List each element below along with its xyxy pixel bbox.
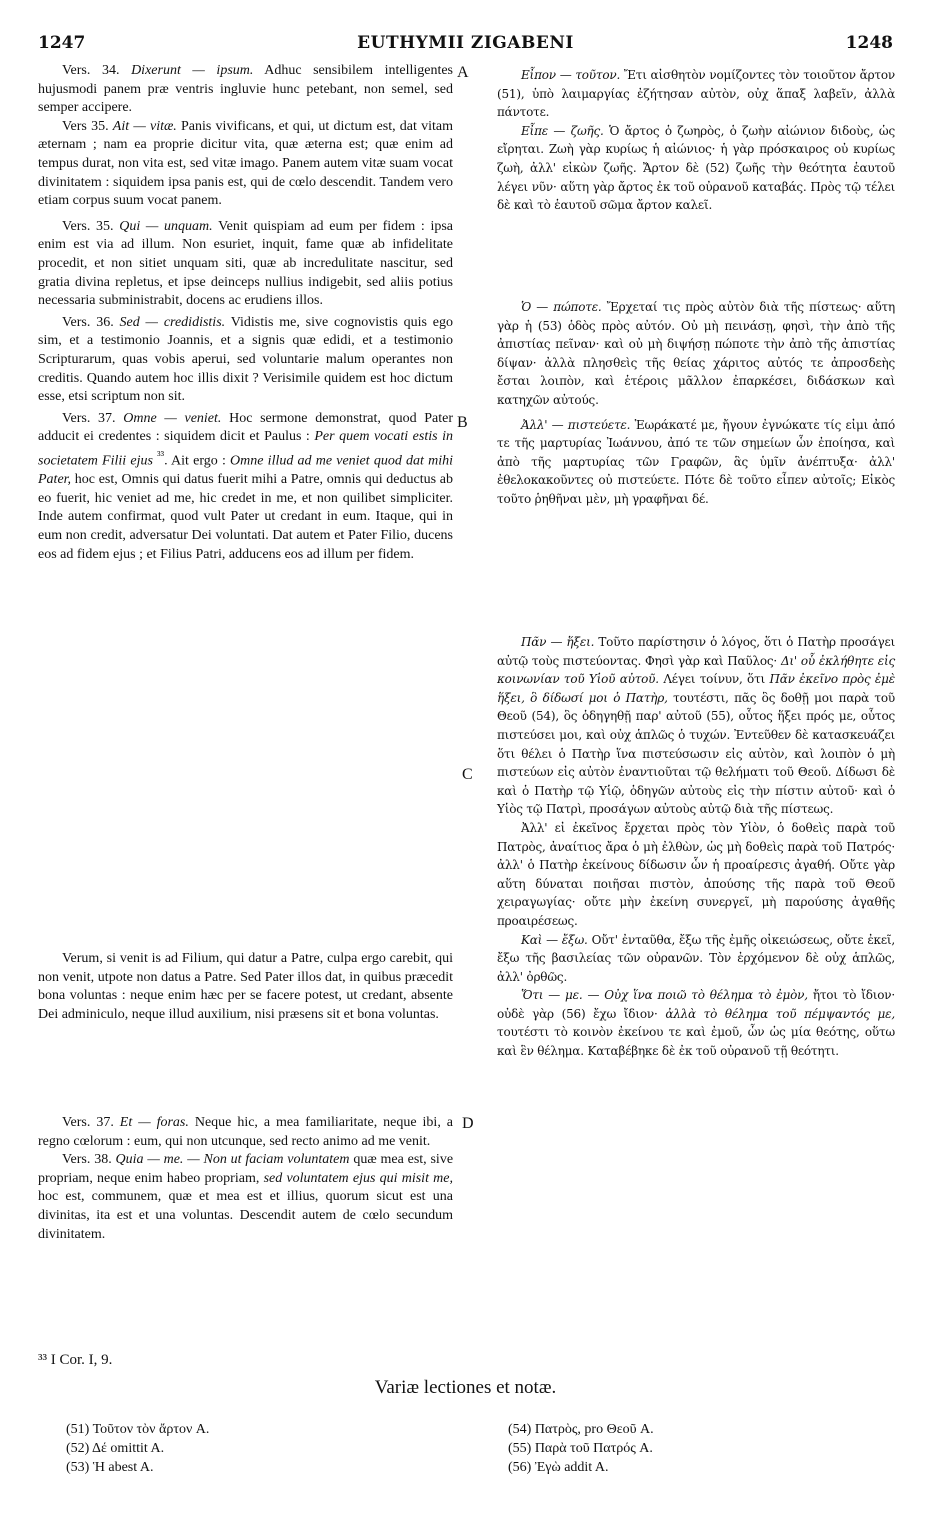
latin-verse-38: Vers. 38. Quia — me. — Non ut faciam voluntatem quæ mea est, sive propriam, neque enim habeo propriam, sed voluntatem ejus qui misit me, hoc est, communem, quæ et mea est et illius, quorum sicut est una divinitas, ita est et una voluntas. Descendit autem de cœlo secundum divinitatem. [38,1152,454,1242]
variant-item: (51) Τοῦτον τὸν ἄρτον A. [66,1422,210,1437]
variants-left-list [66,1420,209,1477]
running-header [38,33,893,59]
variant-item: (53) Ἡ abest A. [66,1460,154,1475]
variant-item: (56) Ἐγὼ addit A. [508,1460,609,1475]
variant-item: (55) Παρὰ τοῦ Πατρός A. [508,1441,653,1456]
greek-verse-37b: Καὶ — ἔξω. Οὔτ' ἐνταῦθα, ἔξω τῆς ἐμῆς οἰκειώσεως, οὔτε ἐκεῖ, ἔξω τῆς βασιλείας τῶν οὐρανῶν. Τὸν ἐρχόμενον δὲ οὐχ ἁπλῶς, ἀλλ' ὀρθῶς. [497,932,895,984]
latin-verse-37b: Vers. 37. Et — foras. Neque hic, a mea familiaritate, neque ibi, a regno cœlorum : eum, qui non utcunque, sed recto animo ad me venit. [38,1115,453,1149]
variants-right-list [508,1420,654,1477]
latin-verse-34: Vers. 34. Dixerunt — ipsum. Adhuc sensibilem intelligentes hujusmodi panem præ ventris ingluvie hunc petebant, non semel, sed semper accipere. [38,63,453,116]
right-page-number: 1248 [845,33,893,53]
running-title: EUTHYMII ZIGABENI [357,33,574,53]
variant-item: (54) Πατρὸς, pro Θεοῦ A. [508,1422,654,1437]
left-page-number: 1247 [38,33,86,53]
greek-column-2 [497,298,895,509]
section-marker-b: B [457,414,468,431]
footnote: ³³ I Cor. I, 9. [38,1352,113,1368]
greek-verse-35b: Ὁ — πώποτε. Ἔρχεταί τις πρὸς αὐτὸν διὰ τῆς πίστεως· αὕτη γὰρ ἡ (53) ὁδὸς πρὸς αὐτόν. Οὐ μὴ πεινάσῃ, φησὶ, τὴν ἀπὸ τῆς ἀπιστίας πεῖναν· καὶ οὐ μὴ διψήσῃ πώποτε τὴν ἀπὸ τῆς ἀπιστίας δίψαν· ἀλλὰ πλησθεὶς τῆς θείας χάριτος αὐτός τε ἀπροσδεὴς ἔσται λοιπὸν, καὶ ἑτέροις μᾶλλον ἐπαρκέσει, διδάσκων καὶ κατηχῶν αὐτούς. [497,300,895,407]
latin-verse-35a: Vers 35. Ait — vitæ. Panis vivificans, et qui, ut dictum est, dat vitam æternam ; nam ea proprie dicitur vita, quæ æterna est; quæ enim ad tempus durat, non vita est, sed vitæ imago. Panem autem vitæ suam vocat divinitatem : siquidem ipsa panis est, qui de cœlo descendit. Tandem vero etiam corpus suum vocat panem. [38,118,453,209]
variae-lectiones-heading: Variæ lectiones et notæ. [374,1377,557,1398]
greek-verse-35a: Εἶπε — ζωῆς. Ὁ ἄρτος ὁ ζωηρὸς, ὁ ζωὴν αἰώνιον διδοὺς, ὡς εἴρηται. Ζωὴ γὰρ κυρίως ἡ αἰώνιος· ἡ γὰρ πρόσκαιρος οὐ κυρίως ζωὴ, ἀλλ' εἰκὼν ζωῆς. Ἄρτον δὲ (52) ζωῆς τὴν θεότητα ἑαυτοῦ λέγει νῦν· αὕτη γὰρ ἄρτος ἐκ τοῦ οὐρανοῦ καταβάς. Πρὸς τῷ τέλει δὲ καὶ τὸ ἑαυτοῦ σῶμα ἄρτον καλεῖ. [497,123,895,213]
section-marker-c: C [462,766,473,783]
latin-verum-paragraph: Verum, si venit is ad Filium, qui datur a Patre, culpa ergo carebit, qui non venit, utpote non datus a Patre. Sed Pater illos dat, in quibus præcedit bona voluntas : neque enim hæc per se facere potest, ut credant, absente Dei adminiculo, neque illud auxilium, nisi præsens sit et bona voluntas. [38,951,453,1022]
greek-column [497,66,895,215]
section-marker-a: A [457,64,469,81]
greek-all-paragraph: Ἀλλ' εἰ ἐκεῖνος ἔρχεται πρὸς τὸν Υἱὸν, ὁ δοθεὶς παρὰ τοῦ Πατρὸς, ἀναίτιος ἄρα ὁ μὴ ἐλθὼν, ὡς μὴ δοθεὶς παρὰ τοῦ Πατρός· ἀλλ' ὁ Πατὴρ ἐκείνους δίδωσιν ὧν ἡ προαίρεσις ἀγαθή. Οὔτε γὰρ αὕτη δύναται ποιῆσαι πιστὸν, ἀπούσης τῆς παρὰ τοῦ Θεοῦ χειραγωγίας· οὔτε μὴν ἐκείνη συνεργεῖ, μὴ παρούσης ἀγαθῆς προαιρέσεως. [497,820,895,928]
section-marker-d: D [462,1115,474,1132]
greek-verse-36: Ἀλλ' — πιστεύετε. Ἑωράκατέ με, ἤγουν ἐγνώκατε τίς εἰμι ἀπό τε τῆς μαρτυρίας Ἰωάννου, ἀπό τε τῶν σημείων ὧν ἐποίησα, καὶ ἀπὸ τῆς μαρτυρίας τῶν Γραφῶν, ἃς ὑμῖν ἀνέπτυξα· ἀλλ' ἐθελοκακοῦντες οὐ πιστεύετε. Πότε δὲ τοῦτο εἶπεν αὐτοῖς; Εἰκὸς τοῦτο ῥηθῆναι μὲν, μὴ γραφῆναι δέ. [497,417,895,506]
greek-verse-37a: Πᾶν — ἥξει. Τοῦτο παρίστησιν ὁ λόγος, ὅτι ὁ Πατὴρ προσάγει αὐτῷ τοὺς πιστεύοντας. Φησὶ γὰρ καὶ Παῦλος· Δι' οὗ ἐκλήθητε εἰς κοινωνίαν τοῦ Υἱοῦ αὐτοῦ. Λέγει τοίνυν, ὅτι Πᾶν ἐκεῖνο πρὸς ἐμὲ ἥξει, ὃ δίδωσί μοι ὁ Πατὴρ, τουτέστι, πᾶς ὃς δοθῇ μοι παρὰ τοῦ Θεοῦ (54), ὃς ὁδηγηθῇ παρ' αὐτοῦ (55), οὗτος ἥξει πρός με, οὗτος πιστεύσει μοι, καὶ οὐχ ἁπλῶς ὁ τυχών. Ἐντεῦθεν δὲ κατασκευάζει ὅτι θέλει ὁ Πατὴρ ἵνα πιστεύσωσιν εἰς αὐτὸν, καὶ λοιπὸν ὁ μὴ πιστεύων εἰς αὐτὸν ἐναντιοῦται τῷ θελήματι τοῦ Θεοῦ. Δίδωσι δὲ καὶ ὁ Πατὴρ τῷ Υἱῷ, ὁδηγῶν αὐτοὺς εἰς τὴν πίστιν αὐτοῦ· καὶ ὁ Υἱὸς τῷ Πατρὶ, προσάγων αὐτοὺς αὐτῷ διὰ τῆς πίστεως. [497,635,896,817]
greek-verse-34: Εἶπον — τοῦτον. Ἔτι αἰσθητὸν νομίζοντες τὸν τοιοῦτον ἄρτον (51), ὑπὸ λαιμαργίας ἐζήτησαν αὐτὸν, οὐχ ἅπαξ λαβεῖν, ἀλλὰ πάντοτε. [497,68,895,120]
variant-item: (52) Δέ omittit A. [66,1441,165,1456]
latin-column-continued [38,950,453,1024]
latin-verse-36: Vers. 36. Sed — credidistis. Vidistis me, sive cognovistis quis ego sim, et a testimonio Joannis, et a signis quæ edidi, et a testimonio Scripturarum, quas vobis aperui, sed voluntarie malum operantes non creditis. Quando autem hoc illis dixit ? Verisimile quidem est hoc dictum esse, etsi scriptum non sit. [38,314,454,405]
greek-column-3 [497,633,895,1061]
latin-verse-35b: Vers. 35. Qui — unquam. Venit quispiam ad eum per fidem : ipsa enim est via ad illum. Non esuriet, inquit, fame quæ ab infidelitate procedit, et non sitiet unquam siti, quæ ab incredulitate nascitur, sed gratia divina repletus, et ipse deinceps nullius indigebit, sed aliis potius necessaria subministrabit, docens ac erudiens illos. [38,218,454,309]
latin-column [38,62,453,564]
greek-verse-38: Ὅτι — με. — Οὐχ ἵνα ποιῶ τὸ θέλημα τὸ ἐμὸν, ἤτοι τὸ ἴδιον· οὐδὲ γὰρ (56) ἔχω ἴδιον· ἀλλὰ τὸ θέλημα τοῦ πέμψαντός με, τουτέστι τὸ κοινὸν ἐκείνου τε καὶ ἐμοῦ, ὧν ὡς μία θεότης, οὕτω καὶ ἓν θέλημα. Καταβέβηκε δὲ ἐκ τοῦ οὐρανοῦ τῇ θεότητι. [497,988,895,1059]
latin-verse-37a: Vers. 37. Omne — veniet. Hoc sermone demonstrat, quod Pater adducit ei credentes : siquidem dicit et Paulus : Per quem vocati estis in societatem Filii ejus $^{^{33}}$. Ait ergo : Omne illud ad me veniet quod dat mihi Pater, hoc est, Omnis qui datus fuerit mihi a Patre, omnis qui deductus ab eo fuerit, hic veniet ad me, hic credet in me, et non quilibet simpliciter. Inde autem confirmat, quod vult Pater ut credant in eum. Itaque, qui in eum non credit, adversatur Dei voluntati. Dat autem et Pater Filio, ducens eos ad fidem ejus ; et Filius Patri, adducens eos ad illum per fidem. [38,410,454,562]
latin-column-end [38,1114,453,1244]
